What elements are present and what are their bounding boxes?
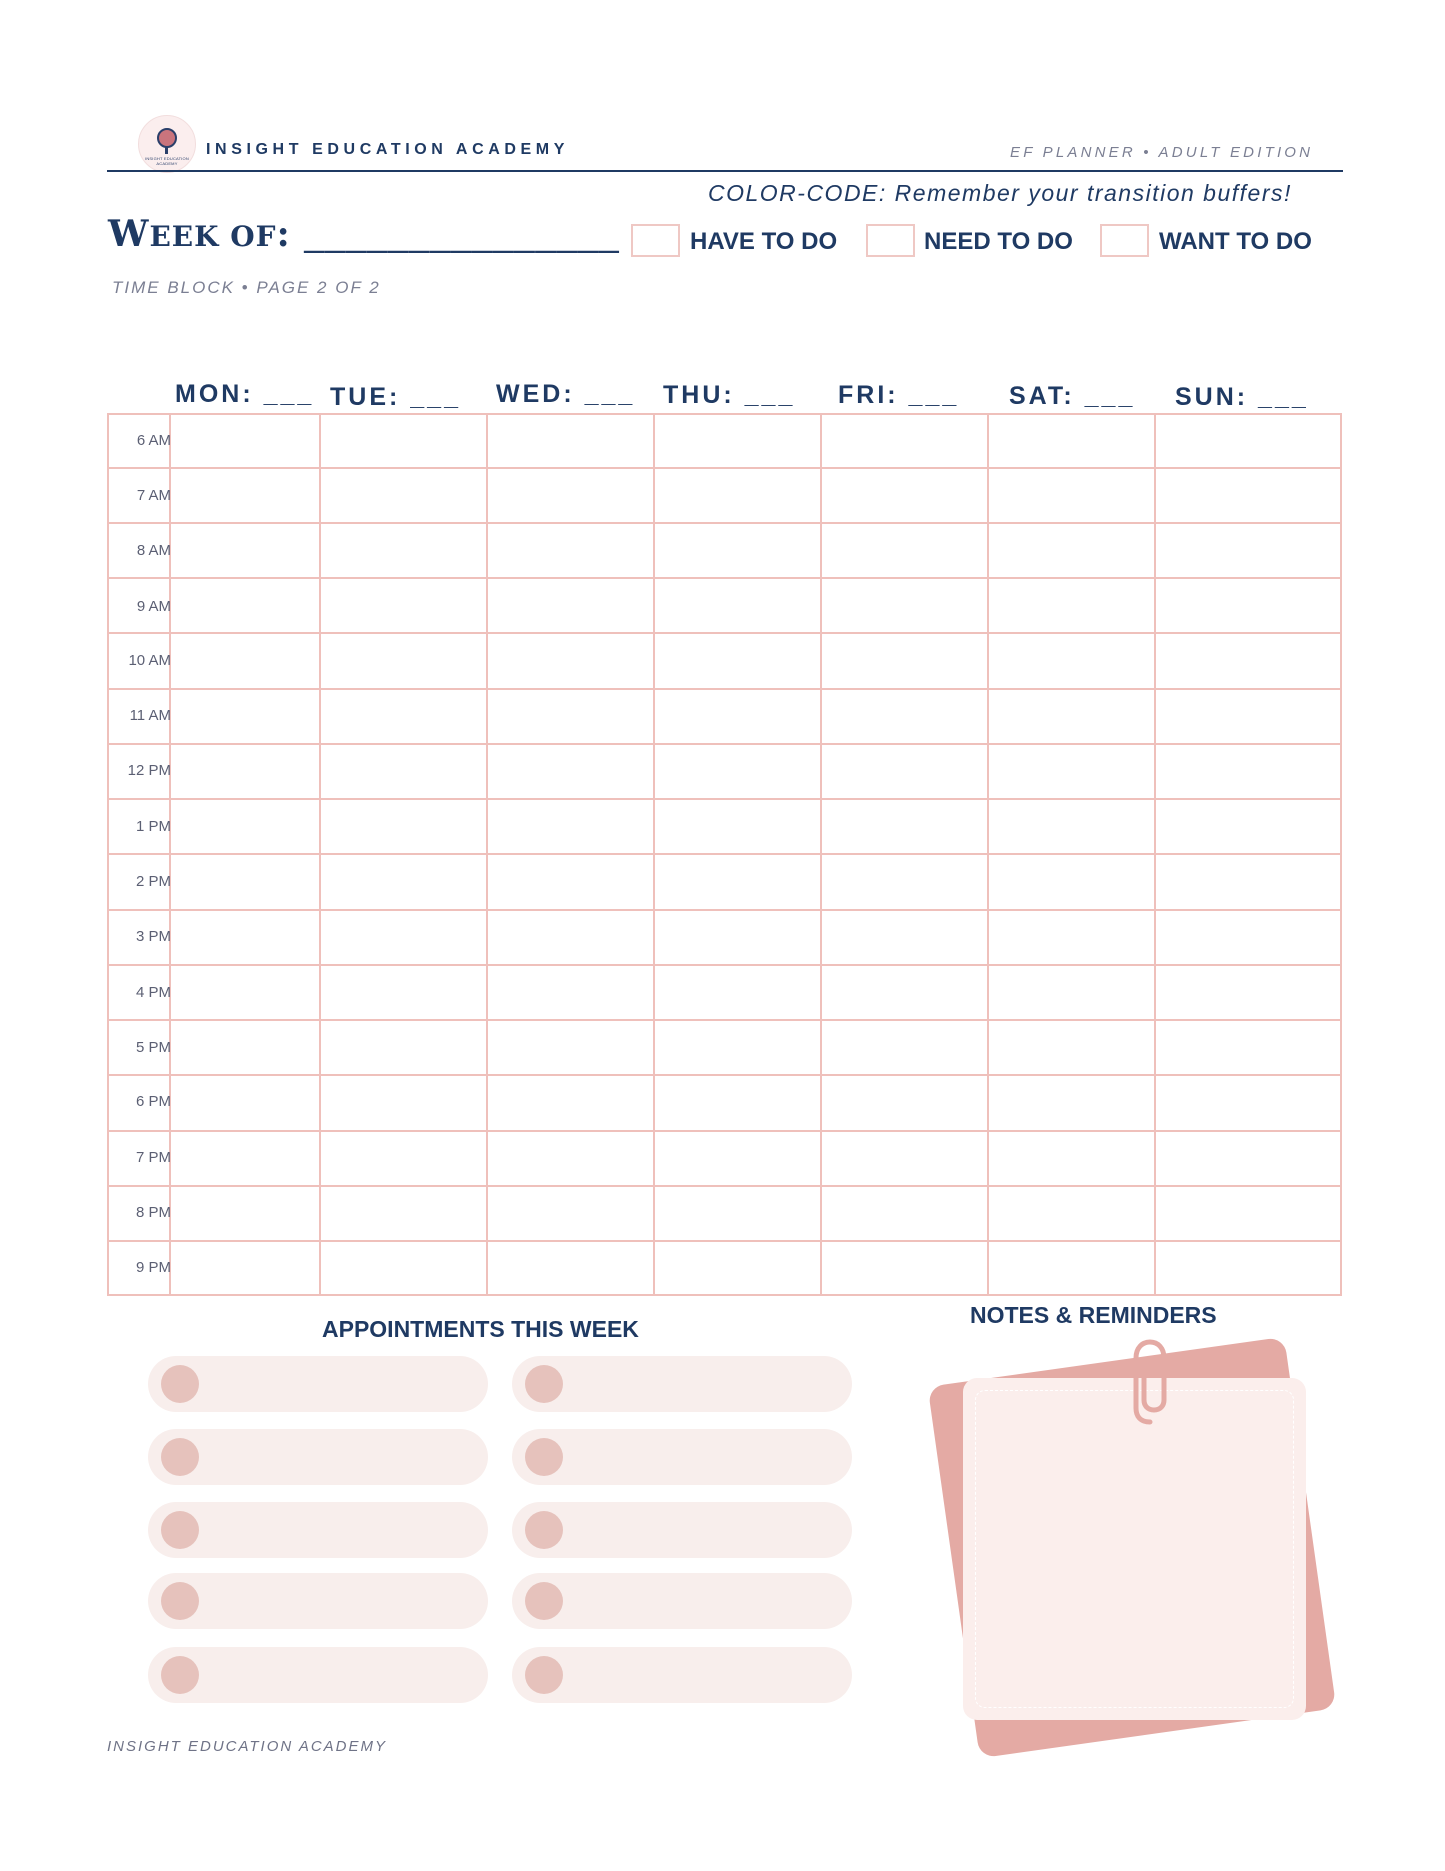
time-block-grid[interactable]: [107, 413, 1342, 1296]
color-code-note: COLOR-CODE: Remember your transition buffers!: [708, 180, 1292, 206]
time-label: 10 AM: [128, 652, 171, 669]
need-to-do-swatch[interactable]: [866, 224, 915, 257]
day-header-wed: WED: ___: [496, 380, 636, 408]
bullet-dot: [161, 1365, 199, 1403]
time-label: 12 PM: [127, 762, 171, 779]
time-label: 6 PM: [135, 1093, 171, 1110]
have-to-do-swatch[interactable]: [631, 224, 680, 257]
time-label: 4 PM: [135, 984, 171, 1001]
time-label: 9 AM: [136, 598, 171, 615]
bullet-dot: [525, 1511, 563, 1549]
appointment-slot[interactable]: [512, 1356, 852, 1412]
appointment-slot[interactable]: [512, 1502, 852, 1558]
time-label: 8 AM: [136, 542, 171, 559]
page-subtitle: TIME BLOCK • PAGE 2 OF 2: [112, 278, 381, 297]
notes-title: NOTES & REMINDERS: [970, 1302, 1217, 1328]
bullet-dot: [161, 1656, 199, 1694]
time-label: 2 PM: [135, 873, 171, 890]
bullet-dot: [525, 1582, 563, 1620]
day-header-tue: TUE: ___: [330, 383, 461, 411]
day-header-fri: FRI: ___: [838, 381, 960, 409]
footer-text: INSIGHT EDUCATION ACADEMY: [107, 1738, 388, 1755]
time-label: 11 AM: [129, 707, 171, 724]
appointment-slot[interactable]: [512, 1429, 852, 1485]
header-divider: [107, 170, 1343, 172]
want-to-do-swatch[interactable]: [1100, 224, 1149, 257]
brand-name: INSIGHT EDUCATION ACADEMY: [206, 141, 569, 158]
appointment-slot[interactable]: [148, 1647, 488, 1703]
bullet-dot: [161, 1582, 199, 1620]
appointment-slot[interactable]: [148, 1502, 488, 1558]
appointment-slot[interactable]: [148, 1429, 488, 1485]
day-header-sun: SUN: ___: [1175, 383, 1309, 411]
time-label: 8 PM: [135, 1204, 171, 1221]
time-label: 5 PM: [135, 1039, 171, 1056]
week-of-heading[interactable]: WEEK OF: _______________: [108, 213, 620, 255]
academy-logo: [138, 115, 196, 173]
appointments-title: APPOINTMENTS THIS WEEK: [322, 1316, 639, 1342]
bullet-dot: [161, 1511, 199, 1549]
appointment-slot[interactable]: [148, 1356, 488, 1412]
appointment-slot[interactable]: [512, 1573, 852, 1629]
have-to-do-label: HAVE TO DO: [690, 228, 838, 255]
paperclip-icon: [1130, 1338, 1170, 1430]
day-header-thu: THU: ___: [663, 381, 796, 409]
need-to-do-label: NEED TO DO: [924, 228, 1073, 255]
time-label: 3 PM: [135, 928, 171, 945]
time-label: 7 PM: [135, 1149, 171, 1166]
time-label: 9 PM: [135, 1259, 171, 1276]
day-header-mon: MON: ___: [175, 380, 315, 408]
edition-label: EF PLANNER • ADULT EDITION: [1010, 144, 1314, 161]
time-label: 1 PM: [135, 818, 171, 835]
bullet-dot: [525, 1365, 563, 1403]
appointment-slot[interactable]: [512, 1647, 852, 1703]
day-header-sat: SAT: ___: [1009, 382, 1136, 410]
time-label: 7 AM: [136, 487, 171, 504]
week-of-blank[interactable]: _______________: [304, 213, 620, 254]
tree-icon: [157, 128, 177, 148]
bullet-dot: [161, 1438, 199, 1476]
bullet-dot: [525, 1656, 563, 1694]
time-label: 6 AM: [136, 432, 171, 449]
want-to-do-label: WANT TO DO: [1159, 228, 1312, 255]
logo-caption: INSIGHT EDUCATION ACADEMY: [145, 156, 189, 166]
bullet-dot: [525, 1438, 563, 1476]
appointment-slot[interactable]: [148, 1573, 488, 1629]
